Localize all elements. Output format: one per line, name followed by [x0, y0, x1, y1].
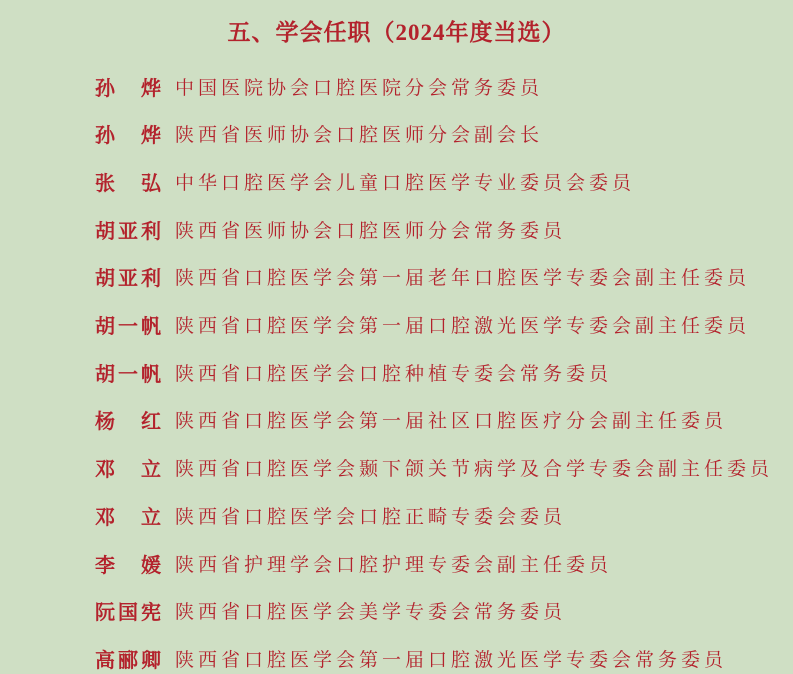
member-position: 陕西省医师协会口腔医师分会副会长 [175, 124, 544, 147]
member-position: 陕西省口腔医学会第一届社区口腔医疗分会副主任委员 [175, 410, 728, 433]
member-name [95, 405, 161, 434]
name-char: 亚 [118, 266, 138, 291]
list-item [95, 500, 566, 530]
member-position: 陕西省护理学会口腔护理专委会副主任委员 [175, 553, 613, 576]
name-char: 杨 [95, 409, 115, 434]
name-char: 胡 [95, 314, 115, 338]
name-char: 一 [118, 314, 138, 338]
name-char: 帆 [141, 314, 161, 338]
member-position: 陕西省口腔医学会美学专委会常务委员 [175, 601, 567, 624]
name-char: 郦 [118, 647, 138, 672]
name-char: 利 [141, 266, 161, 291]
member-name [95, 167, 161, 196]
member-position: 陕西省医师协会口腔医师分会常务委员 [175, 219, 567, 242]
name-char: 帆 [141, 361, 161, 386]
name-char: 邓 [95, 457, 115, 482]
list-item [95, 262, 750, 292]
member-name [95, 119, 161, 148]
member-position: 陕西省口腔医学会口腔正畸专委会委员 [175, 505, 567, 528]
list-item [95, 643, 727, 673]
member-position: 陕西省口腔医学会第一届老年口腔医学专委会副主任委员 [175, 267, 751, 290]
list-item [95, 71, 543, 101]
member-name [95, 453, 161, 482]
name-char: 烨 [141, 75, 161, 100]
list-item [95, 453, 773, 483]
name-char: 媛 [141, 552, 161, 577]
member-name [95, 72, 161, 101]
name-char: 利 [141, 218, 161, 243]
name-char: 红 [141, 409, 161, 434]
name-char: 孙 [95, 123, 115, 148]
name-char: 亚 [118, 218, 138, 243]
list-item [95, 310, 750, 340]
name-char: 孙 [95, 75, 115, 100]
list-item [95, 214, 566, 244]
name-char: 胡 [95, 361, 115, 386]
name-char: 卿 [141, 647, 161, 672]
section-title: 五、学会任职（2024年度当选） [227, 20, 566, 45]
member-name [95, 596, 161, 625]
member-name [95, 501, 161, 530]
list-item [95, 119, 543, 149]
name-char: 邓 [95, 504, 115, 529]
member-name [95, 358, 161, 387]
name-char: 立 [141, 457, 161, 482]
name-char: 李 [95, 552, 115, 577]
member-position: 陕西省口腔医学会口腔种植专委会常务委员 [175, 362, 613, 385]
name-char: 国 [118, 600, 138, 625]
name-char: 张 [95, 170, 115, 195]
member-position: 中华口腔医学会儿童口腔医学专业委员会委员 [175, 171, 636, 194]
name-char: 烨 [141, 123, 161, 148]
member-position: 陕西省口腔医学会颞下颌关节病学及合学专委会副主任委员 [175, 458, 774, 481]
list-item [95, 166, 635, 196]
name-char: 弘 [141, 170, 161, 195]
member-name [95, 549, 161, 578]
list-item [95, 596, 566, 626]
list-item [95, 405, 727, 435]
list-item [95, 357, 612, 387]
name-char: 阮 [95, 600, 115, 625]
name-char: 宪 [141, 600, 161, 625]
member-position: 陕西省口腔医学会第一届口腔激光医学专委会副主任委员 [175, 315, 751, 337]
member-position: 陕西省口腔医学会第一届口腔激光医学专委会常务委员 [175, 648, 728, 671]
member-position: 中国医院协会口腔医院分会常务委员 [175, 76, 544, 99]
name-char: 胡 [95, 218, 115, 243]
name-char: 立 [141, 504, 161, 529]
member-name [95, 262, 161, 291]
member-name [95, 310, 161, 339]
name-char: 胡 [95, 266, 115, 291]
name-char: 一 [118, 361, 138, 386]
name-char: 高 [95, 647, 115, 672]
member-name [95, 215, 161, 244]
member-name [95, 644, 161, 673]
list-item [95, 548, 612, 578]
